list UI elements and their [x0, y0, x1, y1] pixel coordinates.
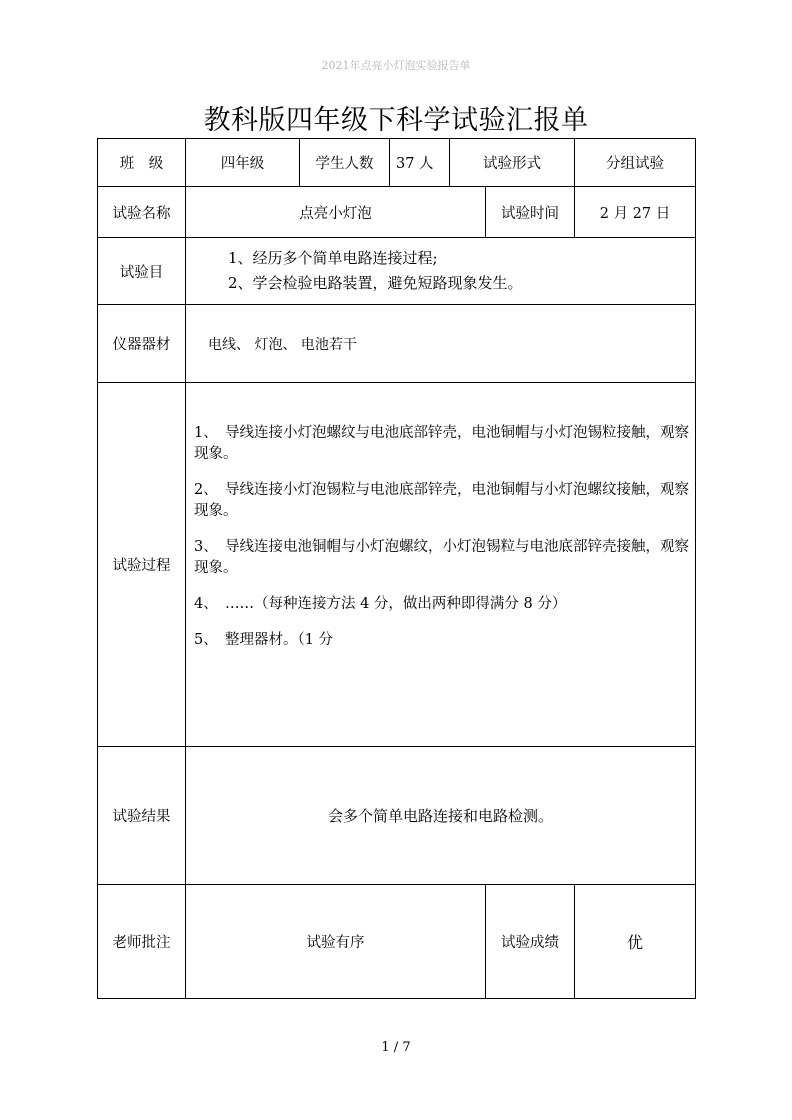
equipment-label: 仪器器材 — [98, 305, 186, 383]
students-label: 学生人数 — [300, 139, 390, 187]
form-value: 分组试验 — [575, 139, 696, 187]
form-label: 试验形式 — [450, 139, 575, 187]
result-label: 试验结果 — [98, 747, 186, 885]
students-value: 37 人 — [390, 139, 450, 187]
row-purpose — [98, 238, 696, 305]
report-table — [97, 138, 696, 999]
row-comment — [98, 885, 696, 999]
row-experiment-name — [98, 187, 696, 238]
process-step: 1、 导线连接小灯泡螺纹与电池底部锌壳，电池铜帽与小灯泡锡粒接触，观察现象。 — [194, 425, 689, 462]
time-value: 2 月 27 日 — [575, 187, 696, 238]
process-step: 3、 导线连接电池铜帽与小灯泡螺纹，小灯泡锡粒与电池底部锌壳接触，观察现象。 — [194, 539, 689, 576]
page-title: 教科版四年级下科学试验汇报单 — [203, 105, 589, 136]
purpose-item: 1、经历多个简单电路连接过程; — [228, 249, 438, 267]
name-label: 试验名称 — [98, 187, 186, 238]
name-value: 点亮小灯泡 — [186, 187, 486, 238]
class-value: 四年级 — [186, 139, 300, 187]
process-step: 2、 导线连接小灯泡锡粒与电池底部锌壳，电池铜帽与小灯泡螺纹接触，观察现象。 — [194, 482, 689, 519]
result-value: 会多个简单电路连接和电路检测。 — [186, 747, 696, 885]
process-content — [186, 383, 696, 747]
page-header: 2021年点亮小灯泡实验报告单 — [321, 59, 471, 72]
row-process — [98, 383, 696, 747]
purpose-content — [186, 238, 696, 305]
score-label: 试验成绩 — [486, 885, 575, 999]
purpose-item: 2、学会检验电路装置，避免短路现象发生。 — [228, 274, 523, 292]
class-label: 班 级 — [98, 139, 186, 187]
page-number: 1 / 7 — [381, 1040, 411, 1055]
process-step: 4、 ……（每种连接方法 4 分，做出两种即得满分 8 分） — [194, 596, 567, 612]
process-label: 试验过程 — [98, 383, 186, 747]
process-step: 5、 整理器材。（1 分 — [194, 632, 334, 648]
row-equipment — [98, 305, 696, 383]
equipment-value: 电线、 灯泡、 电池若干 — [186, 305, 696, 383]
row-result — [98, 747, 696, 885]
comment-value: 试验有序 — [186, 885, 486, 999]
purpose-label: 试验目 — [98, 238, 186, 305]
time-label: 试验时间 — [486, 187, 575, 238]
score-value: 优 — [575, 885, 696, 999]
comment-label: 老师批注 — [98, 885, 186, 999]
row-class-info — [98, 139, 696, 187]
